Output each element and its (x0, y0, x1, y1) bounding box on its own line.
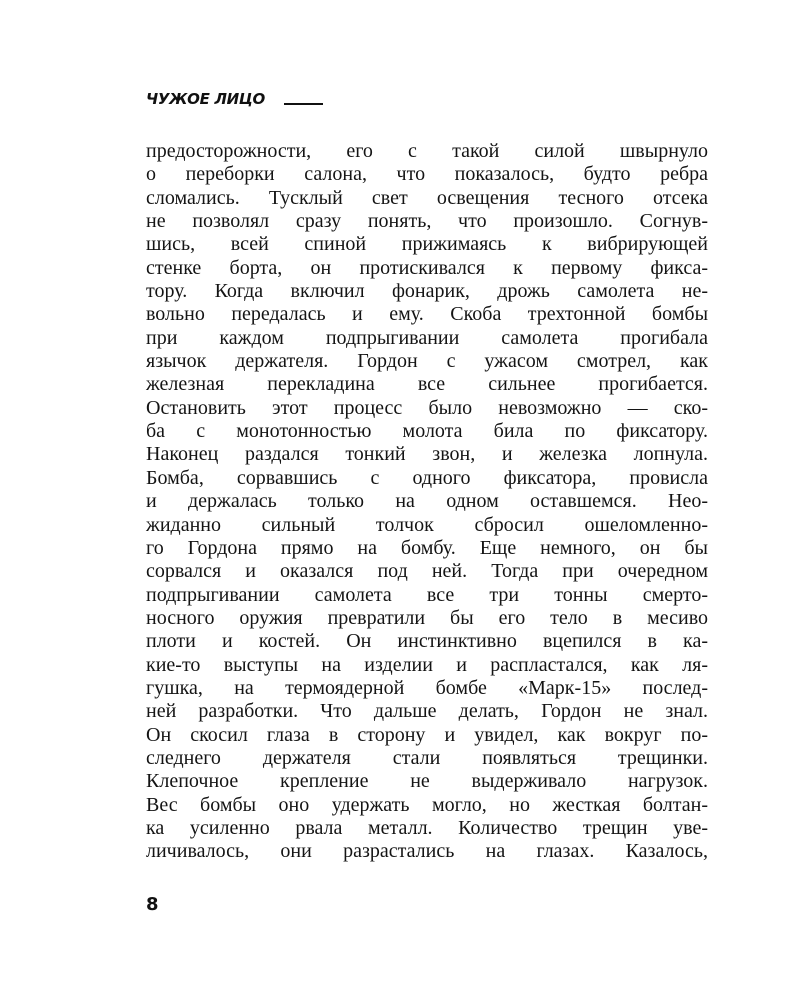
text-line: Клепочное крепление не выдерживало нагрузок. (146, 770, 708, 793)
text-line: личивалось, они разрастались на глазах. Казалось, (146, 840, 708, 863)
text-line: ней разработки. Что дальше делать, Гордон не знал. (146, 700, 708, 723)
text-line: не позволял сразу понять, что произошло. Согнув- (146, 210, 708, 233)
text-line: жиданно сильный толчок сбросил ошеломленно- (146, 513, 708, 536)
text-line: плоти и костей. Он инстинктивно вцепился в ка- (146, 630, 708, 653)
running-head-rule (284, 103, 323, 105)
text-line: железная перекладина все сильнее прогибается. (146, 373, 708, 396)
text-line: Наконец раздался тонкий звон, и железка лопнула. (146, 443, 708, 466)
text-line: го Гордона прямо на бомбу. Еще немного, он бы (146, 536, 708, 559)
text-line: следнего держателя стали появляться трещинки. (146, 746, 708, 769)
text-line: кие-то выступы на изделии и распластался, как ля- (146, 653, 708, 676)
text-line: о переборки салона, что показалось, будто ребра (146, 163, 708, 186)
text-line: гушка, на термоядерной бомбе «Марк-15» послед- (146, 676, 708, 699)
text-line: и держалась только на одном оставшемся. Нео- (146, 490, 708, 513)
text-line: Он скосил глаза в сторону и увидел, как вокруг по- (146, 723, 708, 746)
body-text (146, 140, 708, 864)
text-line: ба с монотонностью молота била по фиксатору. (146, 420, 708, 443)
text-line: подпрыгивании самолета все три тонны смерто- (146, 583, 708, 606)
text-line: при каждом подпрыгивании самолета прогибала (146, 326, 708, 349)
text-line: язычок держателя. Гордон с ужасом смотрел, как (146, 350, 708, 373)
text-line: предосторожности, его с такой силой швырнуло (146, 140, 708, 162)
page-number: 8 (146, 894, 159, 915)
text-line: Бомба, сорвавшись с одного фиксатора, провисла (146, 466, 708, 489)
text-line: сорвался и оказался под ней. Тогда при очередном (146, 560, 708, 583)
text-line: шись, всей спиной прижимаясь к вибрирующей (146, 233, 708, 256)
text-line: Вес бомбы оно удержать могло, но жесткая болтан- (146, 793, 708, 816)
running-head-title: ЧУЖОЕ ЛИЦО (146, 90, 265, 108)
text-line: носного оружия превратили бы его тело в месиво (146, 606, 708, 629)
text-line: сломались. Тусклый свет освещения тесного отсека (146, 186, 708, 209)
text-line: вольно передалась и ему. Скоба трехтонной бомбы (146, 303, 708, 326)
text-line: тору. Когда включил фонарик, дрожь самолета не- (146, 280, 708, 303)
text-line: стенке борта, он протискивался к первому фикса- (146, 256, 708, 279)
text-line: ка усиленно рвала металл. Количество трещин уве- (146, 816, 708, 839)
text-line: Остановить этот процесс было невозможно — ско- (146, 396, 708, 419)
